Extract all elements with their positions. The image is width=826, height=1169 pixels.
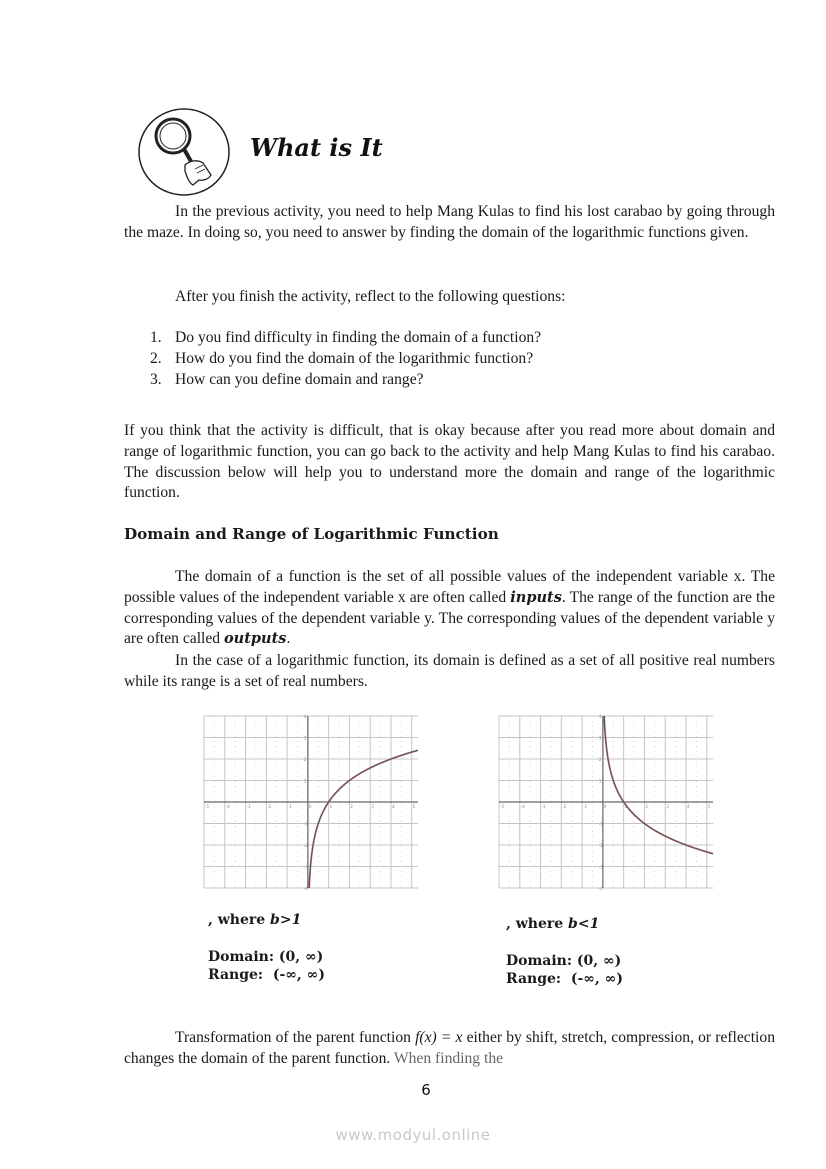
- graph-log-decreasing: [495, 712, 717, 892]
- log-domain-paragraph: In the case of a logarithmic function, its domain is defined as a set of all positive real numbers while its range is a set of real numbers.: [124, 652, 775, 690]
- inputs-term: inputs: [510, 588, 562, 606]
- svg-text:-2: -2: [303, 843, 308, 848]
- svg-text:-3: -3: [598, 864, 603, 870]
- svg-text:-3: -3: [541, 804, 546, 809]
- domain-range-increasing: Domain: (0, ∞) Range: (-∞, ∞): [208, 949, 325, 983]
- svg-text:1: 1: [329, 804, 333, 809]
- svg-text:-1: -1: [583, 804, 588, 809]
- question-item: 2. How do you find the domain of the logarithmic function?: [150, 349, 534, 367]
- svg-text:3: 3: [598, 735, 602, 741]
- question-item: 3. How can you define domain and range?: [150, 370, 424, 388]
- outputs-term: outputs: [224, 630, 287, 648]
- svg-text:-5: -5: [500, 804, 504, 809]
- svg-text:-4: -4: [598, 886, 603, 891]
- svg-text:-2: -2: [562, 804, 567, 809]
- svg-text:4: 4: [303, 714, 307, 719]
- graph-log-increasing: [200, 712, 422, 892]
- svg-text:0: 0: [308, 804, 312, 809]
- svg-text:-4: -4: [225, 804, 230, 809]
- magnifying-glass-hand-icon: [137, 107, 231, 197]
- svg-text:1: 1: [624, 804, 628, 809]
- parent-function-formula: f(x) = x: [415, 1029, 463, 1046]
- svg-text:2: 2: [645, 804, 648, 809]
- svg-text:1: 1: [598, 778, 602, 784]
- definition-paragraph: The domain of a function is the set of all possible values of the independent variable x. The possible values of the independent variable x are often called inputs. The range of the function are the corresponding values of the dependent variable y. The corresponding values of the dependent variable y are often called outputs.: [124, 568, 776, 648]
- svg-text:0: 0: [603, 804, 607, 809]
- domain-range-decreasing: Domain: (0, ∞) Range: (-∞, ∞): [506, 953, 623, 987]
- svg-text:-4: -4: [303, 886, 308, 891]
- svg-text:5: 5: [412, 804, 416, 809]
- svg-text:2: 2: [598, 757, 602, 762]
- questions-list: [150, 328, 750, 390]
- svg-text:3: 3: [371, 804, 374, 809]
- svg-text:4: 4: [686, 804, 690, 809]
- svg-text:-5: -5: [205, 804, 209, 809]
- svg-text:3: 3: [666, 804, 669, 809]
- svg-text:-1: -1: [303, 821, 308, 827]
- svg-text:3: 3: [303, 735, 307, 741]
- svg-text:4: 4: [391, 804, 395, 809]
- question-item: 1. Do you find difficulty in finding the domain of a function?: [150, 329, 542, 346]
- svg-text:2: 2: [350, 804, 353, 809]
- watermark: www.modyul.online: [335, 1126, 491, 1144]
- svg-text:-4: -4: [520, 804, 525, 809]
- svg-text:5: 5: [707, 804, 711, 809]
- transformation-paragraph: Transformation of the parent function f(x) = x either by shift, stretch, compression, or reflection changes the domain of the parent function. When finding the: [124, 1029, 775, 1067]
- page-number: 6: [421, 1081, 431, 1099]
- svg-text:-1: -1: [288, 804, 293, 809]
- svg-text:1: 1: [303, 778, 307, 784]
- svg-text:-1: -1: [598, 821, 603, 827]
- intro-paragraph-1: In the previous activity, you need to help Mang Kulas to find his lost carabao by going through the maze. In doing so, you need to answer by finding the domain of the logarithmic functions given.: [124, 203, 775, 241]
- svg-text:-3: -3: [303, 864, 308, 870]
- page-title: What is It: [250, 133, 383, 162]
- svg-text:-2: -2: [267, 804, 272, 809]
- svg-text:2: 2: [303, 757, 307, 762]
- section-heading: Domain and Range of Logarithmic Function: [124, 525, 499, 543]
- intro-paragraph-3: If you think that the activity is difficult, that is okay because after you read more about domain and range of logarithmic function, you can go back to the activity and help Mang Kulas to find his carabao. The discussion below will help you to understand more the domain and range of the logarithmic function.: [124, 422, 775, 502]
- intro-paragraph-2: After you finish the activity, reflect to the following questions:: [175, 288, 566, 305]
- graph-caption-increasing: , where b>1: [208, 912, 302, 928]
- svg-text:-3: -3: [246, 804, 251, 809]
- svg-text:-2: -2: [598, 843, 603, 848]
- svg-text:4: 4: [598, 714, 602, 719]
- graph-caption-decreasing: , where b<1: [506, 916, 600, 932]
